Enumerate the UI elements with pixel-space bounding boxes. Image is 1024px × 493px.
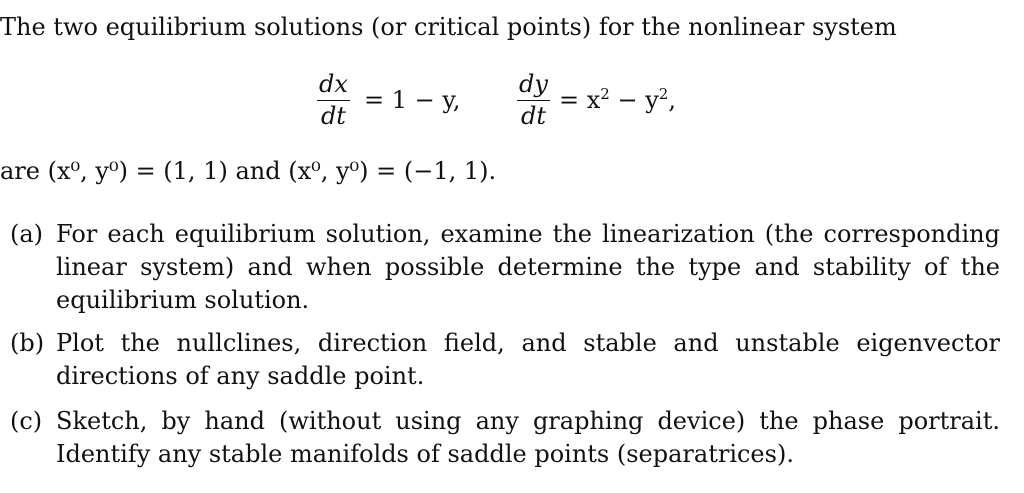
part-b-text: Plot the nullclines, direction field, and stable and unstable eigenvector directions of any saddle point. bbox=[56, 329, 1000, 390]
dx-dt-fraction bbox=[317, 70, 350, 130]
dy-rhs-middle: − y bbox=[609, 86, 659, 114]
equilibria-text: are (x⁰, y⁰) = (1, 1) and (x⁰, y⁰) = (−1, 1). bbox=[0, 157, 497, 185]
dy-rhs-suffix: , bbox=[668, 86, 676, 114]
dy-rhs-exponent-2: 2 bbox=[658, 85, 669, 103]
dy-dt-rhs bbox=[559, 86, 676, 114]
part-b-label: (b) bbox=[10, 329, 45, 357]
dy-numerator: dy bbox=[517, 70, 550, 101]
dx-denominator: dt bbox=[320, 102, 346, 130]
part-c-label: (c) bbox=[10, 407, 43, 435]
part-a-text: For each equilibrium solution, examine the linearization (the corresponding linear system) and when possible determine the type and stability of the equilibrium solution. bbox=[56, 220, 1000, 314]
dx-dt-rhs: = 1 − y, bbox=[364, 86, 461, 114]
part-a-label: (a) bbox=[10, 220, 44, 248]
dy-denominator: dt bbox=[520, 102, 546, 130]
part-c-text: Sketch, by hand (without using any graphing device) the phase portrait. Identify any stable manifolds of saddle points (separatrices). bbox=[56, 407, 1000, 468]
dy-rhs-prefix: = x bbox=[559, 86, 601, 114]
intro-text: The two equilibrium solutions (or critical points) for the nonlinear system bbox=[0, 13, 897, 41]
dy-rhs-exponent-1: 2 bbox=[600, 85, 610, 103]
dy-dt-fraction bbox=[517, 70, 550, 130]
dx-numerator: dx bbox=[317, 70, 350, 101]
system-equations bbox=[0, 70, 1024, 140]
